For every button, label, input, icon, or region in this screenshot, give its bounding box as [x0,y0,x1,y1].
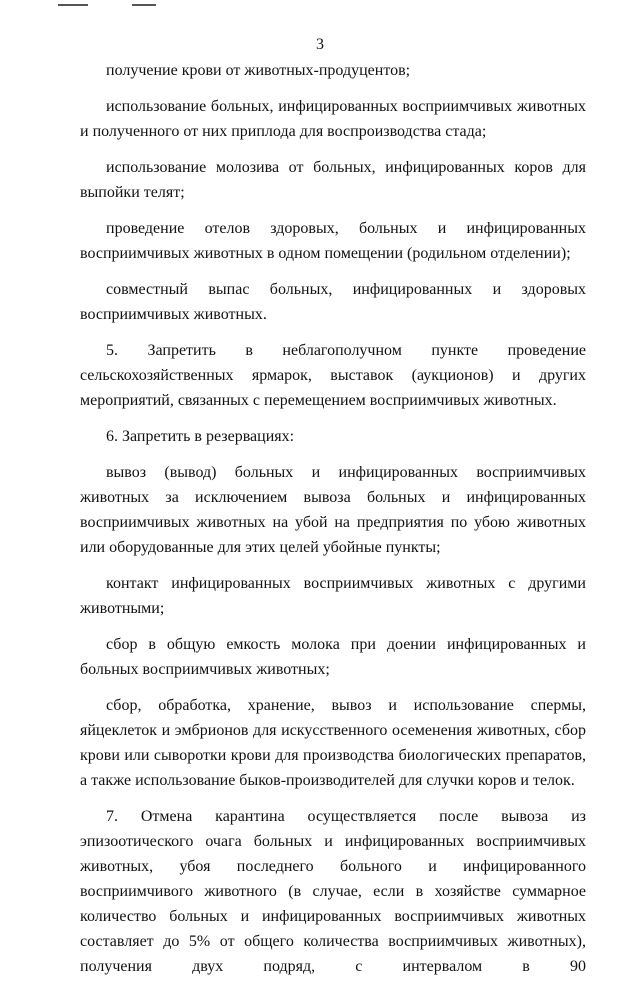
paragraph-export: вывоз (вывод) больных и инфицированных восприимчивых животных за исключением вывоза больных и инфицированных восприимчивых животных на убой на предприятия по убою животных или оборудованные для этих целей убойные пункты; [80,464,586,556]
paragraph-breeding-use: использование больных, инфицированных восприимчивых животных и полученного от них приплода для воспроизводства стада; [80,98,586,140]
document-body [80,58,586,990]
paragraph-colostrum: использование молозива от больных, инфицированных коров для выпойки телят; [80,159,586,201]
paragraph-calving: проведение отелов здоровых, больных и инфицированных восприимчивых животных в одном помещении (родильном отделении); [80,220,586,262]
paragraph-grazing: совместный выпас больных, инфицированных и здоровых восприимчивых животных. [80,281,586,323]
paragraph-blood-collection: получение крови от животных-продуцентов; [106,62,411,79]
paragraph-item-6: 6. Запретить в резервациях: [106,428,295,445]
paragraph-item-7: 7. Отмена карантина осуществляется после вывоза из эпизоотического очага больных и инфицированных восприимчивых животных, убоя последнего больного и инфицированного восприимчивого животного (в случае, если в хозяйстве суммарное количество больных и инфицированных восприимчивых животных составляет до 5% от общего количества восприимчивых животных), получения двух подряд, с интервалом в 90 [80,808,586,975]
scan-artifact-left [58,4,88,6]
paragraph-sperm: сбор, обработка, хранение, вывоз и использование спермы, яйцеклеток и эмбрионов для искусственного осеменения животных, сбор крови или сыворотки крови для производства биологических препаратов, а также использование быков-производителей для случки коров и телок. [80,697,586,789]
paragraph-milk: сбор в общую емкость молока при доении инфицированных и больных восприимчивых животных; [80,636,586,678]
scan-artifact-right [132,4,156,6]
paragraph-contact: контакт инфицированных восприимчивых животных с другими животными; [80,575,586,617]
page-number: 3 [316,36,324,53]
paragraph-item-5: 5. Запретить в неблагополучном пункте проведение сельскохозяйственных ярмарок, выставок (аукционов) и других мероприятий, связанных с перемещением восприимчивых животных. [80,342,586,409]
